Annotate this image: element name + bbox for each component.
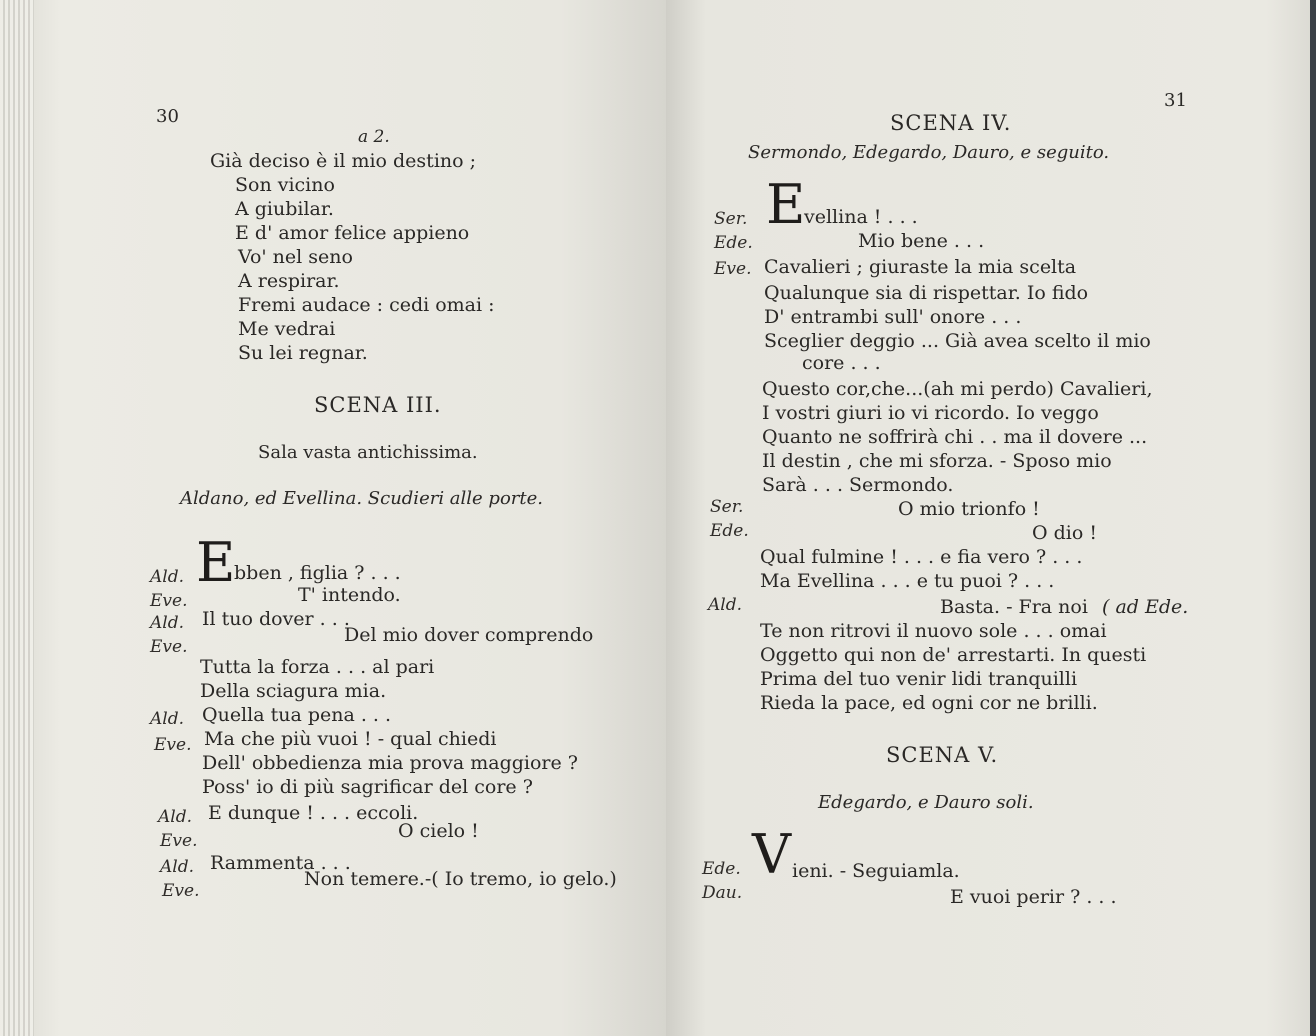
verse-line: E d' amor felice appieno: [235, 222, 470, 244]
speaker-label: Ede.: [710, 521, 749, 541]
speaker-label: Eve.: [160, 831, 198, 851]
speaker-label: Ald.: [150, 613, 184, 633]
dialogue-line: Sceglier deggio ... Già avea scelto il mio: [764, 330, 1151, 352]
dialogue-line: core . . .: [802, 352, 881, 374]
dialogue-line: Quanto ne soffrirà chi . . ma il dovere ...: [762, 426, 1148, 448]
dialogue-line: Ma Evellina . . . e tu puoi ? . . .: [760, 570, 1055, 592]
speaker-label: Ede.: [702, 859, 741, 879]
dialogue-line: O dio !: [1032, 522, 1097, 544]
dialogue-line: Non temere.-( Io tremo, io gelo.): [304, 868, 617, 890]
dialogue-line: Cavalieri ; giuraste la mia scelta: [764, 256, 1077, 278]
right-page: [666, 0, 1310, 1036]
dialogue-line: T' intendo.: [298, 584, 401, 606]
page-number: 30: [156, 106, 179, 127]
verse-line: Me vedrai: [238, 318, 336, 340]
scene-characters: Aldano, ed Evellina. Scudieri alle porte.: [180, 488, 543, 509]
stage-direction: ( ad Ede.: [1102, 596, 1189, 618]
scene-characters: Sermondo, Edegardo, Dauro, e seguito.: [748, 142, 1110, 163]
dialogue-line: Te non ritrovi il nuovo sole . . . omai: [760, 620, 1107, 642]
dialogue-line: E vuoi perir ? . . .: [950, 886, 1117, 908]
speaker-label: Dau.: [702, 883, 743, 903]
verse-line: A giubilar.: [235, 198, 334, 220]
dialogue-line: Poss' io di più sagrificar del core ?: [202, 776, 533, 798]
dialogue-line: Quella tua pena . . .: [202, 704, 392, 726]
verse-line: Già deciso è il mio destino ;: [210, 150, 477, 172]
dialogue-line: Della sciagura mia.: [200, 680, 387, 702]
dialogue-line: Il tuo dover . . .: [202, 608, 350, 630]
dialogue-line: Qual fulmine ! . . . e fia vero ? . . .: [760, 546, 1083, 568]
speaker-label: Eve.: [162, 881, 200, 901]
dialogue-line: E dunque ! . . . eccoli.: [208, 802, 419, 824]
speaker-label: Ald.: [158, 807, 192, 827]
speaker-label: Ser.: [710, 497, 744, 517]
drop-cap: E: [196, 531, 236, 594]
dialogue-line: Questo cor,che...(ah mi perdo) Cavalieri,: [762, 378, 1153, 400]
scene-title: SCENA V.: [886, 743, 999, 767]
page-number: 31: [1164, 90, 1187, 111]
dialogue-line: Tutta la forza . . . al pari: [200, 656, 435, 678]
verse-line: Vo' nel seno: [238, 246, 353, 268]
speaker-label: Ald.: [150, 709, 184, 729]
verse-line: Son vicino: [235, 174, 335, 196]
dialogue-line: Il destin , che mi sforza. - Sposo mio: [762, 450, 1112, 472]
dialogue-line: Basta. - Fra noi: [940, 596, 1088, 618]
scene-characters: Edegardo, e Dauro soli.: [818, 792, 1034, 813]
dialogue-line: O cielo !: [398, 820, 479, 842]
dialogue-line: Mio bene . . .: [858, 230, 985, 252]
drop-cap: V: [752, 823, 791, 886]
dialogue-line: Oggetto qui non de' arrestarti. In questi: [760, 644, 1147, 666]
speaker-label: Ald.: [150, 567, 184, 587]
drop-cap: E: [766, 173, 806, 236]
speaker-label: Eve.: [150, 637, 188, 657]
scene-title: SCENA IV.: [890, 111, 1012, 135]
dialogue-line: Qualunque sia di rispettar. Io fido: [764, 282, 1089, 304]
dialogue-line: Del mio dover comprendo: [344, 624, 594, 646]
dialogue-line: Sarà . . . Sermondo.: [762, 474, 954, 496]
scene-setting: Sala vasta antichissima.: [258, 442, 478, 463]
speaker-label: Ser.: [714, 209, 748, 229]
dialogue-line: Prima del tuo venir lidi tranquilli: [760, 668, 1078, 690]
dialogue-line: D' entrambi sull' onore . . .: [764, 306, 1022, 328]
speaker-label: Eve.: [714, 259, 752, 279]
dialogue-line: Ma che più vuoi ! - qual chiedi: [204, 728, 497, 750]
dialogue-line: vellina ! . . .: [804, 206, 918, 228]
page-edges: [0, 0, 34, 1036]
verse-line: A respirar.: [238, 270, 340, 292]
verse-line: Fremi audace : cedi omai :: [238, 294, 495, 316]
dialogue-line: ieni. - Seguiamla.: [792, 860, 960, 882]
dialogue-line: Rammenta . . .: [210, 852, 351, 874]
dialogue-line: bben , figlia ? . . .: [234, 562, 401, 584]
speaker-label: Eve.: [154, 735, 192, 755]
scene-title: SCENA III.: [314, 393, 442, 417]
speaker-label: Ald.: [708, 595, 742, 615]
speaker-label: Ald.: [160, 857, 194, 877]
speaker-label: Eve.: [150, 591, 188, 611]
dialogue-line: I vostri giuri io vi ricordo. Io veggo: [762, 402, 1099, 424]
verse-line: Su lei regnar.: [238, 342, 368, 364]
speaker-label: Ede.: [714, 233, 753, 253]
a-due-direction: a 2.: [358, 127, 390, 147]
dialogue-line: Rieda la pace, ed ogni cor ne brilli.: [760, 692, 1098, 714]
dialogue-line: O mio trionfo !: [898, 498, 1040, 520]
dialogue-line: Dell' obbedienza mia prova maggiore ?: [202, 752, 578, 774]
